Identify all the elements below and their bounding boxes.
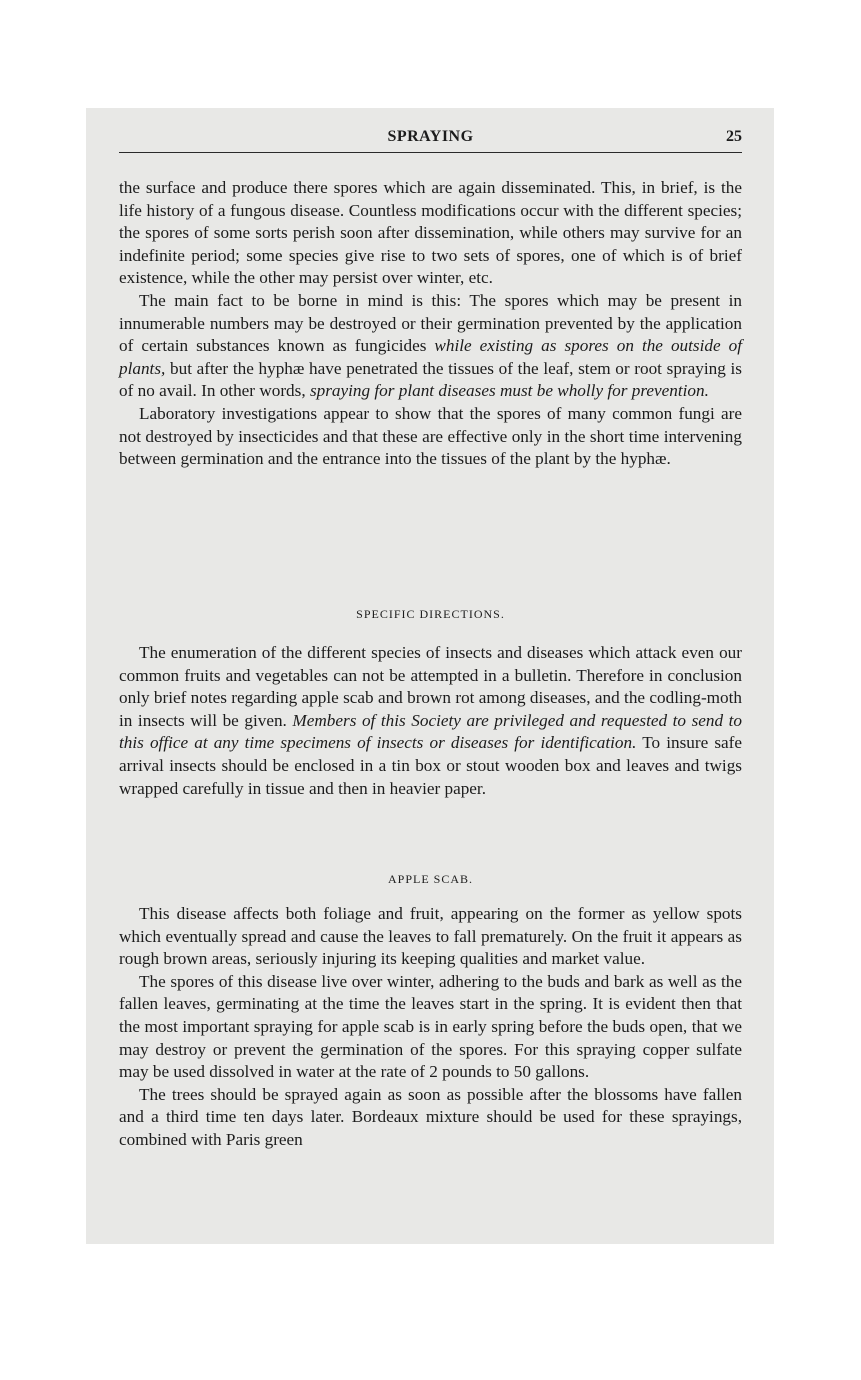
paragraph-text: The enumeration of the different species of insects and diseases which attack even our common fruits and vegetables can not be attempted in a bulletin. Therefore in conclusion only brief notes regarding apple scab and brown rot among diseases, and the codling-moth in insects will be given. xyxy=(119,643,742,730)
text-block-apple-scab xyxy=(119,903,742,1152)
paragraph xyxy=(119,642,742,800)
paragraph: The spores of this disease live over winter, adhering to the buds and bark as well as the fallen leaves, germinating at the time the leaves start in the spring. It is evident then that the most important spraying for apple scab is in early spring before the buds open, that we may destroy or prevent the germination of the spores. For this spraying copper sulfate may be used dissolved in water at the rate of 2 pounds to 50 gallons. xyxy=(119,971,742,1082)
page-number: 25 xyxy=(726,128,742,145)
text-block-intro xyxy=(119,177,742,471)
paragraph-text: The main fact to be borne in mind is this: The spores which may be present in innumerable numbers may be destroyed or their germination prevented by the application of certain substances known as fungicides xyxy=(119,290,742,356)
italic-text: Members of this Society are privileged and requested to send to this office at any time specimens of insects or diseases for identification. xyxy=(119,710,743,753)
section-heading-specific-directions: SPECIFIC DIRECTIONS. xyxy=(356,607,505,621)
paragraph xyxy=(119,290,742,403)
book-page xyxy=(86,108,774,1244)
paragraph-text: the surface and produce there spores which are again disseminated. This, in brief, is the life history of a fungous disease. Countless modifications occur with the different species; the spores of some sorts perish soon after dissemination, while others may survive for an indefinite period; some species give rise to two sets of spores, one of which is of brief existence, while the other may persist over winter, etc. xyxy=(119,178,742,288)
paragraph: The trees should be sprayed again as soon as possible after the blossoms have fallen and a third time ten days later. Bordeaux mixture should be used for these sprayings, combined with Paris green xyxy=(119,1084,742,1149)
paragraph xyxy=(119,177,742,290)
paragraph-text: Laboratory investigations appear to show that the spores of many common fungi are not destroyed by insecticides and that these are effective only in the short time intervening between germination and the entrance into the tissues of the plant by the hyphæ. xyxy=(119,403,742,469)
paragraph-text: but after the hyphæ have penetrated the tissues of the leaf, stem or root spraying is of no avail. In other words, xyxy=(119,358,742,401)
italic-text: while existing as spores on the outside of plants, xyxy=(119,336,742,378)
section-heading-apple-scab: APPLE SCAB. xyxy=(387,872,474,886)
running-title: SPRAYING xyxy=(387,128,474,145)
italic-text: spraying for plant diseases must be wholly for prevention. xyxy=(309,381,709,401)
paragraph-text: To insure safe arrival insects should be enclosed in a tin box or stout wooden box and leaves and twigs wrapped carefully in tissue and then in heavier paper. xyxy=(119,733,742,798)
page-header xyxy=(119,128,742,153)
text-block-specific-directions xyxy=(119,642,742,800)
paragraph: This disease affects both foliage and fruit, appearing on the former as yellow spots which eventually spread and cause the leaves to fall prematurely. On the fruit it appears as rough brown areas, seriously injuring its keeping qualities and market value. xyxy=(119,904,742,969)
paragraph xyxy=(119,403,742,471)
